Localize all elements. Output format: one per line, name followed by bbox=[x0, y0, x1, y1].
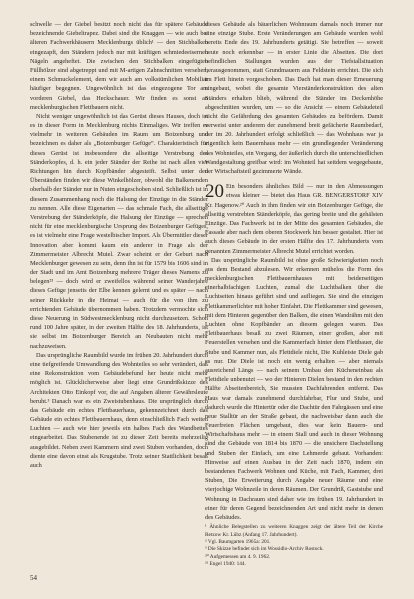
footnote: ²¹ Engel 1940: 144. bbox=[205, 561, 246, 568]
section-20-text: Ein besonders ähnliches Bild — nur in den Abmessungen etwas kleiner — bietet das Haus GR. BENGERSTORF XIV Kr. Hagenow.²⁰ Auch in ihm finden wir ein Boizenburger Gefüge, die allseitig verstrebten Ständerköpfe, das gering breite und die gehälsten Einzüge. Das Fachwerk ist in der Mitte des gesamten Gebäudes, die Fassade aber nach dem oberen Stockwerk hin besser gestaltet. Hier ist auch dieses Gebäude in der ersten Hälfte des 17. Jahrhunderts vom genannten Zimmermeister Albrecht Mutel errichtet worden. bbox=[205, 183, 383, 255]
footnotes bbox=[205, 524, 383, 568]
left-column bbox=[30, 20, 208, 470]
paragraph: Das ursprüngliche Raumbild ist ohne große Schwierigkeiten noch aus dem Bestand abzulesen. Wir erkennen mühelos die Form des mecklenburgischen Flettbauernhauses mit beiderseitigen einerhalbfachigen Luchten, zumal die Luchtbalken über die Luchtseiten hinaus geführt sind und aufliegen. Sie sind die einzigen Flettkammerlichter mit hoher Einfahrt. Die Flettkammer sind gewesen, mit dem Hinteren gegenüber den Balken, die einen Wandrähm mit den Luchten ohne Kopfbänder an diesem gelegen waren. Das Flettbauerhaus besaß zu zwei Räumen, einer großen, aber mit Feuerstellen versehen und die Kammerfach hinter dem Flettbauer, die Stube und Kammer nun, als Flettdiele nicht, Die Kuhleiste Diele gab es nur. Die Diele ist noch ein wenig erhalten — aber niemals ausreichend Längs — nach seinem Umbau den Kücheneinbau als Flettdiele unbenutzt — wo der Hinteren Dielen bestand in den rechten Hälfte Abseitenbereich, Sie mussten Dachfahrenden entfernt. Das Haus war damals zunehmend durchfahrbar, Flur und Stube, und dadurch wurde die Hintertür oder die Dachtür den Fahrgässen und eine neue Stalltür an der Straße gebaut, die nachweisbar dann auch die Feuerfreien Flächen umgebaut, dies war kein Bauern- und Wirtschaftshaus mehr — in einem Stall und auch in dieser Wohnung sind die Gebäude von 1814 bis 1870 — die unsichere Dachstellung und Stuben der Einfach, um eine Lehmerde gebaut. Vorhanden: Hinweise auf einen Ausbau in der Zeit nach 1870, indem ein bestandenes Fachwerk Wohnen und Küche, mit Fach, Kammer, drei Stuben, Die Erweiterung durch Angabe neuer Räume und eine vierjochige Wohnzeile in deren Räumen. Der Grundriß, Gaststube und Wohnung in Dachraum sind daher wie im frühen 19. Jahrhundert in einer für deren Gegend bezeichnenden Art und nicht mehr in denen des Gebäudes. bbox=[205, 256, 383, 521]
page-number: 54 bbox=[30, 574, 37, 582]
footnote: ² Vgl. Baumgarten 1965a: 201. bbox=[205, 538, 271, 545]
section-20-paragraph bbox=[205, 182, 383, 256]
right-column bbox=[205, 20, 383, 569]
paragraph: Das ursprüngliche Raumbild wurde im frühen 20. Jahrhundert durch eine tiefgreifende Umwandlung des Wohnteiles so sehr verändert, daß eine Rekonstruktion vom Gebäudebefund her heute nicht mehr möglich ist. Glücklicherweise aber liegt eine Grundrißskizze des Architekten Otto Einkopf vor, die auf Angaben älterer Gewährsleute beruht.³ Danach war es ein Zweistubenhaus. Die ursprünglich durch das Gebäude ein echtes Flettbauerhaus, gekennzeichnet durch das Gebäude ein echtes Flettbauernhaus, denn einschließlich Fach weiten Luchten — auch wie hier jeweils ein halbes Fach des Wandbettes eingearbeitet. Das Stubenende ist zu dieser Zeit bereits mehrzeilig ausgebildet. Neben zwei Kammern sind zwei Stuben vorhanden, doch diente eine davon einst als Krugstube. Trotz seiner Stattlichkeit besaß auch bbox=[30, 351, 208, 469]
paragraph: schwelle — der Giebel besitzt noch nicht das für spätere Gebäude bezeichnende Giebeltrapez. Dabei sind die Knaggen — wie auch bei älteren Fachwerkhäusern Mecklenburgs üblich¹ — den Stichbalken eingezapft, den Ständern jedoch nur mit kräftigen schmiedeeisernen Nägeln angeheftet. Die zwischen den Stichbalken eingefügten Füllhölzer sind abgetreppt und mit M-artigen Zahnschnitten versehen, einem Schmuckelement, dem wir auch am volkstümlichen Mobiliar häufiger begegnen. Ungewöhnlich ist das eingezogene Tor am vorderen Giebel, das Heckschauer. Wir finden es sonst an mecklenburgischen Flettbauern nicht. bbox=[30, 21, 208, 111]
section-number: 20 bbox=[205, 181, 224, 203]
paragraph: dieses Gebäude als bäuerlichen Wohnraum damals noch immer nur eine einzige Stube. Erste Veränderungen am Gebäude wurden wohl bereits Ende des 19. Jahrhunderts getätigt. Sie betreffen — soweit heute noch erkennbar — in erster Linie die Abseiten. Die dort befindlichen Stallungen wurden aus der Tiefstallsituation herausgenommen, statt Grundmauern aus Feldstein errichtet. Die sich im Flett hinein vorgeschoben. Das Dach hat man dieser Erneuerung eingebaut, wobei die gesamte Vierständerkonstruktion des alten Ständers erhalten blieb, während die Ständer im Deckenhöhe abgeschnitten wurden, um — so die Ansicht — einem Gebäudeteil nicht die Gefährdung des gesamten Gebäudes zu befördern. Damit verweist unter anderem der zunehmend breit gefächerte Raumbedarf, der im 20. Jahrhundert erfolgt schließlich — das Wohnhaus war ja eigentlich kein Bauernhaus mehr — ein grundlegender Veränderung des Wohnteiles, ein Vorgang, der äußerlich durch die unterschiedlichen Wandgestaltung greifbar wird: im Wohnteil hat seitdem wegegebaute, der Wirtschaftsteil gezimmerte Wände. bbox=[205, 21, 383, 175]
footnote: ³ Die Skizze befindet sich im Wossidlo-Archiv Rostock. bbox=[205, 546, 324, 553]
footnote: ¹ Ähnliche Belegstellen zu weiteren Knaggen zeigt der ältere Teil der Kirche Retzow Kr. Lübz (Anfang 17. Jahrhundert). bbox=[205, 524, 383, 538]
paragraph: Nicht weniger ungewöhnlich ist das Gerüst dieses Hauses, doch ist es in dieser Form in Mecklenburg nichts Einmaliges. Wir treffen es vielmehr in weiteren Gebäuden im Raum um Boizenburg und bezeichnen es daher als „Boizenburger Gefüge“. Charakteristisch für dieses Gerüst ist insbesondere die allseitige Verstrebung des Ständerkopfes, d. h. ein jeder Ständer der Reihe ist nach allen vier Richtungen hin durch Kopfbänder abgesteift. Selbst unter den Überständen finden wir diese Winkelhölzer, obwohl die Balkenenden oberhalb der Ständer nur in Nuten eingeschoben sind. Schließlich ist in diesem Zusammenhang noch die Halsung der Einzüge in die Ständer zu nennen. Alle diese Eigenarten — das schmale Fach, die allseitige Verstrebung der Ständerköpfe, die Halsung der Einzüge — sprechen nicht für eine mecklenburgische Ursprung des Boizenburger Gefüges, es ist vielmehr eine Frage westelbischer Import. Als Übermittler dieser Innovation aber kommt kaum ein anderer in Frage als der Zimmermeister Albrecht Mutel. Zwar scheint er der Geburt nach Mecklenburger gewesen zu sein, denn ihn ist für 1579 bis 1606 sind in der Stadt und im Amt Boizenburg mehrere Träger dieses Namens zu belegen²³ — doch wird er zweifellos während seiner Wanderjahre dieses Gefüge jenseits der Elbe kennen gelernt und es später — nach seiner Rückkehr in die Heimat — auch für die von ihm zu errichtenden Gebäude übernommen haben. Trotzdem vermochte sich diese Neuerung in Südwestmecklenburg nicht durchzusetzen. Schon rund 100 Jahre später, in der zweiten Hälfte des 18. Jahrhunderts, ist sie selbst im Boizenburger Bereich an Neubauten nicht mehr nachzuweisen. bbox=[30, 112, 208, 350]
footnote: ²⁰ Aufgemessen am 4. 9. 1962. bbox=[205, 553, 271, 560]
